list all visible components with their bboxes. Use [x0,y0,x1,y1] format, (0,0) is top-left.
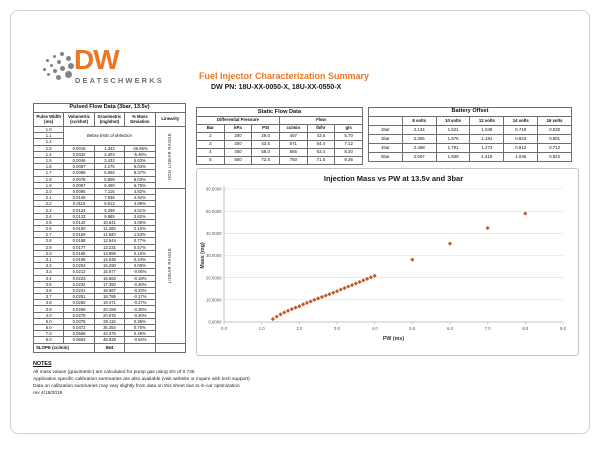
column-header [369,117,403,126]
cell-deviation: 8.37% [125,170,155,176]
cell-pulse-width: 2.3 [34,207,64,213]
cell-value: 5 [197,157,225,165]
cell-pulse-width: 4.0 [34,312,64,318]
logo-brand: DEATSCHWERKS [75,76,164,85]
cell-deviation: 4.01% [125,207,155,213]
cell-value: 54.4 [307,141,335,149]
row-label: 2bar [369,126,403,135]
cell-gravimetric: 4.275 [94,164,124,170]
logo-mark: DW [74,44,119,75]
cell-deviation: 0.77% [125,238,155,244]
cell-pulse-width: 2.5 [34,219,64,225]
column-header: Volumetric (cc/shot) [64,113,94,127]
cell-deviation: -0.27% [125,300,155,306]
scatter-point [523,211,527,215]
cell-deviation: 3.82% [125,213,155,219]
cell-volumetric: 0.0241 [64,287,94,293]
x-tick-label: 7.0 [484,326,491,331]
cell-value: 300 [224,141,252,149]
x-tick-label: 9.0 [560,326,566,331]
cell-deviation: 0.75% [125,325,155,331]
column-header: % Mass Deviation [125,113,155,127]
cell-deviation: -0.06% [125,269,155,275]
cell-gravimetric: 3.432 [94,157,124,163]
column-header: Bar [197,125,225,133]
cell-value: 1.419 [470,153,504,162]
column-header: Gravimetric (mg/shot) [94,113,124,127]
title-block [199,71,499,91]
cell-value: 71.5 [307,157,335,165]
cell-deviation: 0.57% [125,244,155,250]
cell-value: 1.049 [470,126,504,135]
cell-volumetric: 0.0177 [64,244,94,250]
cell-volumetric: 0.0472 [64,325,94,331]
cell-gravimetric: 17.350 [94,281,124,287]
cell-gravimetric: 48.928 [94,337,124,343]
battery-offset-table [368,107,572,162]
column-header: g/s [335,125,363,133]
cell-gravimetric: 2.403 [94,151,124,157]
group-header-pressure: Differential Pressure [197,117,280,125]
cell-pulse-width: 3.1 [34,256,64,262]
cell-value: 500 [224,157,252,165]
column-header: 12 volts [470,117,504,126]
cell-value: 2.305 [402,135,436,144]
cell-deviation: 3.05% [125,219,155,225]
cell-deviation: -5.48% [125,151,155,157]
nonlinear-range-cell [155,127,185,189]
y-tick-label: 30.0000 [205,253,222,259]
cell-value: 1.046 [504,153,538,162]
cell-volumetric: 0.0168 [64,238,94,244]
slope-label: SLOPE (cc/min) [34,343,95,352]
cell-pulse-width: 5.0 [34,318,64,324]
cell-value: 1.273 [470,144,504,153]
scatter-point [350,283,354,287]
cell-gravimetric: 8.612 [94,201,124,207]
x-tick-label: 0.0 [221,326,227,331]
cell-gravimetric: 10.641 [94,219,124,225]
cell-value: 2.134 [402,126,436,135]
scatter-point [278,312,282,316]
y-tick-label: 20.0000 [205,275,222,281]
note-line: Data on calibration summaries may vary slightly from data on this sheet due to in-car optimization [33,383,240,389]
scatter-point [369,275,373,279]
scatter-point [301,302,305,306]
cell-value: 1.791 [436,144,470,153]
cell-pulse-width: 1.7 [34,170,64,176]
scatter-point [354,281,358,285]
cell-pulse-width: 1.6 [34,164,64,170]
cell-pulse-width: 7.0 [34,331,64,337]
logo-dots-icon [42,52,76,84]
scatter-point [335,289,339,293]
scatter-point [346,284,350,288]
cell-value: 29.0 [252,133,280,141]
cell-pulse-width: 1.4 [34,151,64,157]
scatter-point [297,304,301,308]
cell-volumetric: 0.0018 [64,145,94,151]
chart-title: Injection Mass vs PW at 13.5v and 3bar [323,174,464,183]
x-tick-label: 8.0 [522,326,529,331]
cell-volumetric: 0.0159 [64,232,94,238]
scatter-point [448,242,452,246]
cell-pulse-width: 8.0 [34,337,64,343]
cell-value: 750 [279,157,307,165]
cell-gravimetric: 28.115 [94,318,124,324]
scatter-point [286,309,290,313]
cell-value: 0.530 [538,126,572,135]
cell-deviation: 4.99% [125,201,155,207]
cell-value: 457 [279,133,307,141]
cell-deviation: 6.75% [125,182,155,188]
y-tick-label: 60.0000 [205,186,222,192]
cell-pulse-width: 1.9 [34,182,64,188]
cell-deviation: -0.17% [125,294,155,300]
cell-pulse-width: 3.0 [34,250,64,256]
cell-volumetric: 0.0046 [64,157,94,163]
scatter-point [320,295,324,299]
table-title: Pulsed Flow Data (3bar, 13.5v) [34,104,186,113]
dw-logo [42,44,192,95]
cell-value: 58.0 [252,149,280,157]
cell-pulse-width: 3.6 [34,287,64,293]
linear-range-cell [155,188,185,343]
cell-deviation: -0.23% [125,287,155,293]
y-tick-label: 50.0000 [205,208,222,214]
scatter-point [275,315,279,319]
cell-value: 0.822 [538,153,572,162]
cell-value: 0.601 [538,135,572,144]
cell-value: 665 [279,149,307,157]
x-axis-label: PW (ms) [382,336,405,342]
cell-value: 9.36 [335,157,363,165]
cell-pulse-width: 3.8 [34,300,64,306]
cell-gravimetric: 14.635 [94,256,124,262]
cell-value: 1.521 [436,126,470,135]
cell-value: 0.823 [504,135,538,144]
cell-gravimetric: 20.158 [94,306,124,312]
row-label: 5bar [369,153,403,162]
column-header: PSI [252,125,280,133]
cell-gravimetric: 12.544 [94,238,124,244]
cell-volumetric: 0.0078 [64,176,94,182]
column-header: 8 volts [402,117,436,126]
cell-value: 1.939 [436,153,470,162]
cell-value: 2 [197,133,225,141]
column-header: Linearity [155,113,185,127]
cell-deviation: 0.36% [125,318,155,324]
cell-gravimetric: 5.055 [94,170,124,176]
cell-volumetric: 0.0087 [64,182,94,188]
cell-pulse-width: 2.7 [34,232,64,238]
cell-pulse-width: 2.1 [34,195,64,201]
y-tick-label: 40.0000 [205,230,222,236]
cell-volumetric: 0.0032 [64,151,94,157]
cell-volumetric: 0.0653 [64,337,94,343]
scatter-point [361,278,365,282]
cell-deviation: 1.53% [125,232,155,238]
x-tick-label: 2.0 [296,326,303,331]
cell-pulse-width: 3.2 [34,263,64,269]
cell-pulse-width: 1.5 [34,157,64,163]
cell-gravimetric: 11.265 [94,226,124,232]
cell-deviation: -0.18% [125,275,155,281]
note-line: Application specific calibration summaries are also available (visit website or inquire with tech support) [33,376,250,382]
cell-gravimetric: 19.471 [94,300,124,306]
cell-deviation: -0.30% [125,312,155,318]
cell-deviation: 0.44% [125,256,155,262]
scatter-point [290,307,294,311]
cell-value: 200 [224,133,252,141]
cell-gravimetric: 18.785 [94,294,124,300]
cell-value: 0.913 [504,144,538,153]
scatter-point [324,293,328,297]
cell-deviation: 4.82% [125,188,155,194]
x-tick-label: 6.0 [447,326,453,331]
column-header: 10 volts [436,117,470,126]
cell-gravimetric: 15.977 [94,269,124,275]
x-tick-label: 4.0 [371,326,378,331]
cell-gravimetric: 6.490 [94,182,124,188]
cell-pulse-width: 1.8 [34,176,64,182]
scatter-point [373,274,377,278]
cell-volumetric: 0.0115 [64,201,94,207]
scatter-point [293,306,297,310]
row-label: 4bar [369,144,403,153]
cell-volumetric: 0.0057 [64,164,94,170]
cell-deviation: 2.10% [125,226,155,232]
cell-deviation: 4.92% [125,195,155,201]
cell-gravimetric: 13.231 [94,244,124,250]
table-title: Static Flow Data [197,108,363,117]
scatter-point [331,291,335,295]
cell-volumetric: 0.0251 [64,294,94,300]
scatter-point [327,292,331,296]
column-header: 16 volts [538,117,572,126]
scatter-point [410,258,414,262]
cell-volumetric: 0.0269 [64,306,94,312]
cell-deviation: 0.08% [125,263,155,269]
x-tick-label: 1.0 [258,326,265,331]
cell-volumetric: 0.0195 [64,256,94,262]
cell-value: 5.70 [335,133,363,141]
column-header: Pulse Width (ms) [34,113,64,127]
linearity-label: NON LINEAR RANGE [167,133,173,181]
cell-gravimetric: 13.886 [94,250,124,256]
cell-pulse-width: 2.0 [34,188,64,194]
row-label: 3bar [369,135,403,144]
static-flow-table [196,107,363,165]
cell-deviation: 5.63% [125,157,155,163]
cell-volumetric: 0.0124 [64,207,94,213]
notes-section [33,361,363,397]
cell-deviation: 0.16% [125,250,155,256]
column-header: cc/min [279,125,307,133]
cell-gravimetric: 7.936 [94,195,124,201]
part-numbers: DW PN: 18U-XX-0050-X, 18U-XX-0550-X [211,84,342,91]
revision-date: rev 4/18/2018 [33,390,63,396]
cell-value: 2.468 [402,144,436,153]
cell-deviation: 8.03% [125,164,155,170]
cell-value: 4 [197,149,225,157]
page-title: Fuel Injector Characterization Summary [199,71,370,81]
cell-gravimetric: 1.342 [94,145,124,151]
scatter-chart-svg [197,169,576,353]
cell-volumetric: 0.0260 [64,300,94,306]
cell-gravimetric: 42.375 [94,331,124,337]
cell-gravimetric: 5.808 [94,176,124,182]
column-header: kPa [224,125,252,133]
scatter-point [358,280,362,284]
scatter-point [339,287,343,291]
table-title: Battery Offset [369,108,572,117]
cell-volumetric: 0.0095 [64,188,94,194]
cell-volumetric: 0.0142 [64,219,94,225]
cell-pulse-width: 3.3 [34,269,64,275]
cell-value: 43.5 [252,141,280,149]
cell-value: 8.30 [335,149,363,157]
cell-volumetric: 0.0068 [64,170,94,176]
cell-volumetric: 0.0185 [64,250,94,256]
note-line: All mass values (gravimetric) are calculated for pump gas using SG of 0.745 [33,369,195,375]
linearity-label: LINEAR RANGE [167,247,173,283]
cell-volumetric: 0.0133 [64,213,94,219]
cell-deviation: 8.03% [125,176,155,182]
empty-cell [125,343,155,352]
cell-gravimetric: 35.354 [94,325,124,331]
cell-deviation: -0.64% [125,337,155,343]
cell-volumetric: 0.0232 [64,281,94,287]
x-tick-label: 5.0 [409,326,416,331]
cell-volumetric: 0.0106 [64,195,94,201]
cell-value: 63.4 [307,149,335,157]
cell-pulse-width: 2.9 [34,244,64,250]
cell-pulse-width: 1.1 [34,133,64,139]
cell-value: 571 [279,141,307,149]
cell-pulse-width: 1.0 [34,127,64,133]
cell-pulse-width: 6.0 [34,325,64,331]
cell-value: 400 [224,149,252,157]
cell-pulse-width: 3.4 [34,275,64,281]
scatter-point [282,310,286,314]
cell-gravimetric: 16.663 [94,275,124,281]
cell-deviation: -0.36% [125,306,155,312]
scatter-point [486,226,490,230]
scatter-point [305,301,309,305]
notes-lines [33,369,363,390]
cell-gravimetric: 11.920 [94,232,124,238]
cell-value: 43.5 [307,133,335,141]
cell-value: 7.12 [335,141,363,149]
cell-pulse-width: 1.3 [34,145,64,151]
cell-gravimetric: 7.115 [94,188,124,194]
column-header: lb/hr [307,125,335,133]
cell-gravimetric: 20.876 [94,312,124,318]
y-tick-label: 10.0000 [205,297,222,303]
cell-value: 1.181 [470,135,504,144]
cell-value: 72.5 [252,157,280,165]
empty-cell [155,343,185,352]
scatter-point [271,317,275,321]
group-header-flow: Flow [279,117,362,125]
cell-gravimetric: 15.290 [94,263,124,269]
cell-pulse-width: 3.7 [34,294,64,300]
cell-volumetric: 0.0566 [64,331,94,337]
slope-value: 564 [94,343,124,352]
notes-title: NOTES [33,361,52,367]
cell-volumetric: 0.0223 [64,275,94,281]
scatter-point [342,286,346,290]
cell-volumetric: 0.0213 [64,269,94,275]
injection-mass-chart [196,168,579,356]
cell-pulse-width: 2.2 [34,201,64,207]
cell-value: 0.719 [504,126,538,135]
cell-pulse-width: 3.9 [34,306,64,312]
cell-volumetric: 0.0279 [64,312,94,318]
cell-pulse-width: 2.6 [34,226,64,232]
cell-pulse-width: 2.8 [34,238,64,244]
cell-deviation: 0.49% [125,331,155,337]
cell-pulse-width: 2.4 [34,213,64,219]
cell-volumetric: 0.0150 [64,226,94,232]
pulsed-flow-table [33,103,186,353]
x-tick-label: 3.0 [334,326,340,331]
cell-volumetric: 0.0204 [64,263,94,269]
cell-pulse-width: 3.5 [34,281,64,287]
cell-value: 0.712 [538,144,572,153]
cell-deviation: -26.85% [125,145,155,151]
y-axis-label: Mass (mg) [200,242,206,269]
cell-value: 2.607 [402,153,436,162]
y-tick-label: 0.0000 [208,319,222,325]
cell-pulse-width: 1.2 [34,139,64,145]
cell-value: 3 [197,141,225,149]
cell-gravimetric: 9.268 [94,207,124,213]
scatter-point [312,298,316,302]
cell-value: 1.675 [436,135,470,144]
cell-gravimetric: 9.985 [94,213,124,219]
cell-gravimetric: 18.067 [94,287,124,293]
below-limit-note: Below limits of detection [64,127,155,146]
cell-deviation: -0.30% [125,281,155,287]
cell-volumetric: 0.0375 [64,318,94,324]
column-header: 14 volts [504,117,538,126]
